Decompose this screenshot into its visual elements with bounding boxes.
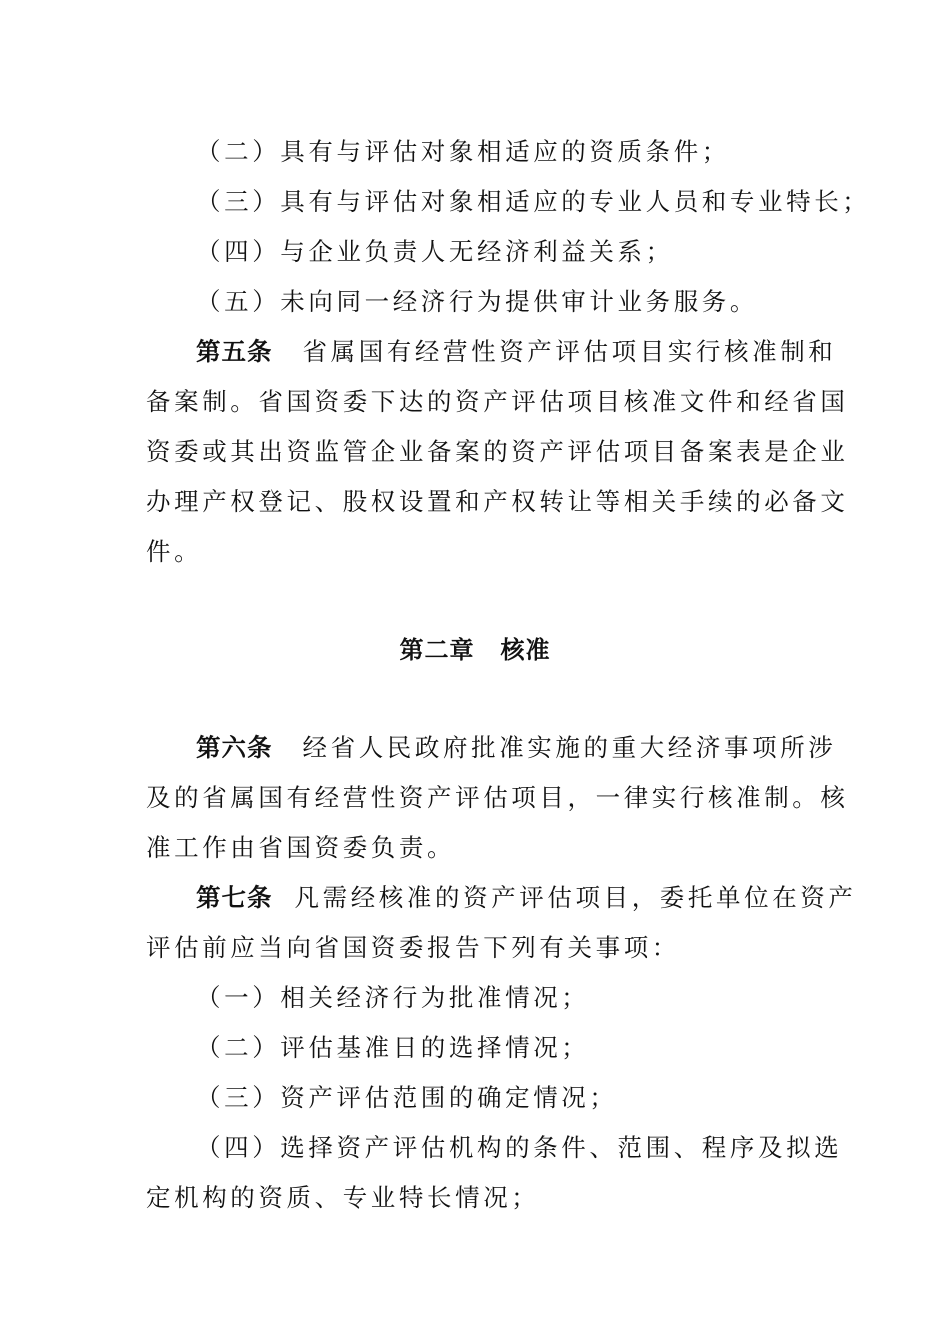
list-item-approval-status: （一）相关经济行为批准情况； [196,983,590,1012]
chapter-title: 核准 [500,636,551,664]
list-item-scope: （三）资产评估范围的确定情况； [196,1083,618,1112]
article-6-line-2: 及的省属国有经营性资产评估项目，一律实行核准制。核 [146,783,849,812]
chapter-number: 第二章 [399,636,475,664]
chapter-heading [0,634,950,666]
article-5-line-5: 件。 [146,537,203,566]
list-item-agency-selection-cont: 定机构的资质、专业特长情况； [146,1183,540,1212]
article-5-line-3: 资委或其出资监管企业备案的资产评估项目备案表是企业 [146,437,849,466]
list-item-qualification: （二）具有与评估对象相适应的资质条件； [196,137,730,166]
article-5-line-2: 备案制。省国资委下达的资产评估项目核准文件和经省国 [146,387,849,416]
article-7-label: 第七条 [196,883,273,912]
article-6-line-3: 准工作由省国资委负责。 [146,833,456,862]
article-5-label: 第五条 [196,337,273,366]
article-5-text-1: 省属国有经营性资产评估项目实行核准制和 [302,337,837,366]
article-7-line-2: 评估前应当向省国资委报告下列有关事项： [146,933,680,962]
article-7-first-line [196,882,857,914]
list-item-agency-selection: （四）选择资产评估机构的条件、范围、程序及拟选 [196,1133,843,1162]
article-6-text-1: 经省人民政府批准实施的重大经济事项所涉 [302,733,837,762]
article-5-first-line [196,336,837,368]
list-item-no-audit-service: （五）未向同一经济行为提供审计业务服务。 [196,287,758,316]
list-item-no-interest-relation: （四）与企业负责人无经济利益关系； [196,237,674,266]
article-6-label: 第六条 [196,733,273,762]
article-6-first-line [196,732,837,764]
article-7-text-1: 凡需经核准的资产评估项目，委托单位在资产 [294,883,857,912]
article-5-line-4: 办理产权登记、股权设置和产权转让等相关手续的必备文 [146,487,849,516]
list-item-base-date: （二）评估基准日的选择情况； [196,1033,590,1062]
list-item-professional-staff: （三）具有与评估对象相适应的专业人员和专业特长； [196,187,871,216]
